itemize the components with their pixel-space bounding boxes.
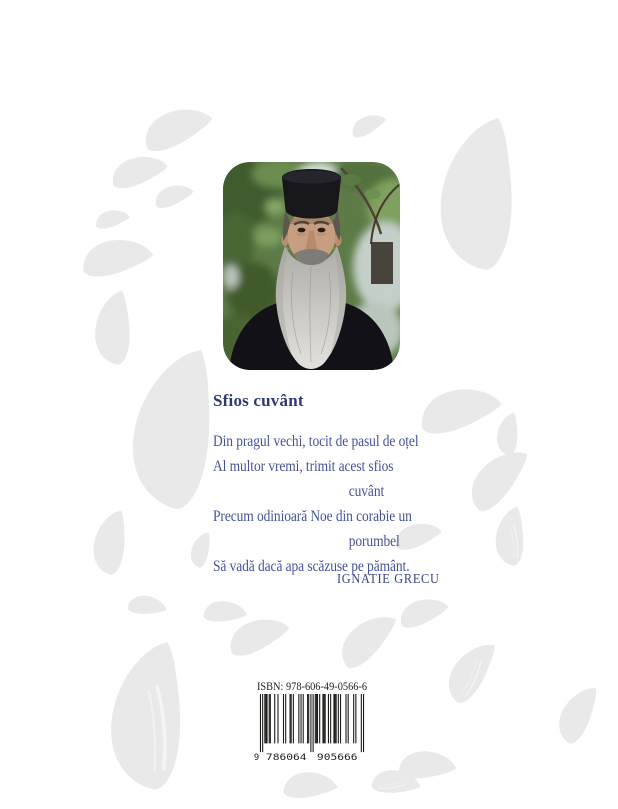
leaf-icon <box>89 287 140 366</box>
barcode-digit-group2: 905666 <box>316 752 358 762</box>
poem-line: Din pragul vechi, tocit de pasul de oțel <box>213 433 419 450</box>
author-name: IGNATIE GRECU <box>337 572 440 587</box>
leaf-icon <box>460 440 539 515</box>
poem-line: Să vadă dacă apa scăzuse pe pământ. <box>213 558 410 575</box>
eye-right <box>318 228 326 233</box>
author-photo <box>223 162 400 370</box>
leaf-icon <box>95 209 131 230</box>
poem-line: Al multor vremi, trimit acest sfios <box>213 458 394 475</box>
leaf-icon <box>426 109 535 273</box>
leaf-icon <box>86 505 137 576</box>
barcode <box>252 694 372 762</box>
poem-line: porumbel <box>348 533 400 550</box>
leaf-icon <box>127 592 169 619</box>
leaf-icon <box>491 504 532 567</box>
leaf-icon <box>493 410 525 457</box>
leaf-icon <box>349 111 389 139</box>
barcode-digit-group1: 786064 <box>265 752 307 762</box>
barcode-digit-lead: 9 <box>253 752 260 762</box>
leaf-icon <box>82 238 155 278</box>
leaf-icon <box>397 595 451 630</box>
poem-title: Sfios cuvânt <box>213 391 304 410</box>
leaf-icon <box>109 152 170 190</box>
leaf-icon <box>225 613 293 658</box>
leaf-icon <box>283 771 338 801</box>
leaf-icon <box>153 182 196 210</box>
barcode-bars <box>260 694 364 752</box>
leaf-icon <box>437 634 507 706</box>
leaf-icon <box>97 633 203 793</box>
leaf-icon <box>418 384 505 436</box>
eye-left <box>298 228 306 233</box>
poem-text <box>213 429 418 579</box>
isbn-block <box>250 679 374 763</box>
isbn-label: ISBN: 978-606-49-0566-6 <box>256 681 368 693</box>
leaf-icon <box>332 606 406 672</box>
leaf-icon <box>203 598 249 625</box>
leaf-icon <box>140 102 217 154</box>
poem-line: Precum odinioară Noe din corabie un <box>213 508 412 525</box>
leaf-icon <box>549 680 608 747</box>
poem-line: cuvânt <box>348 483 385 500</box>
